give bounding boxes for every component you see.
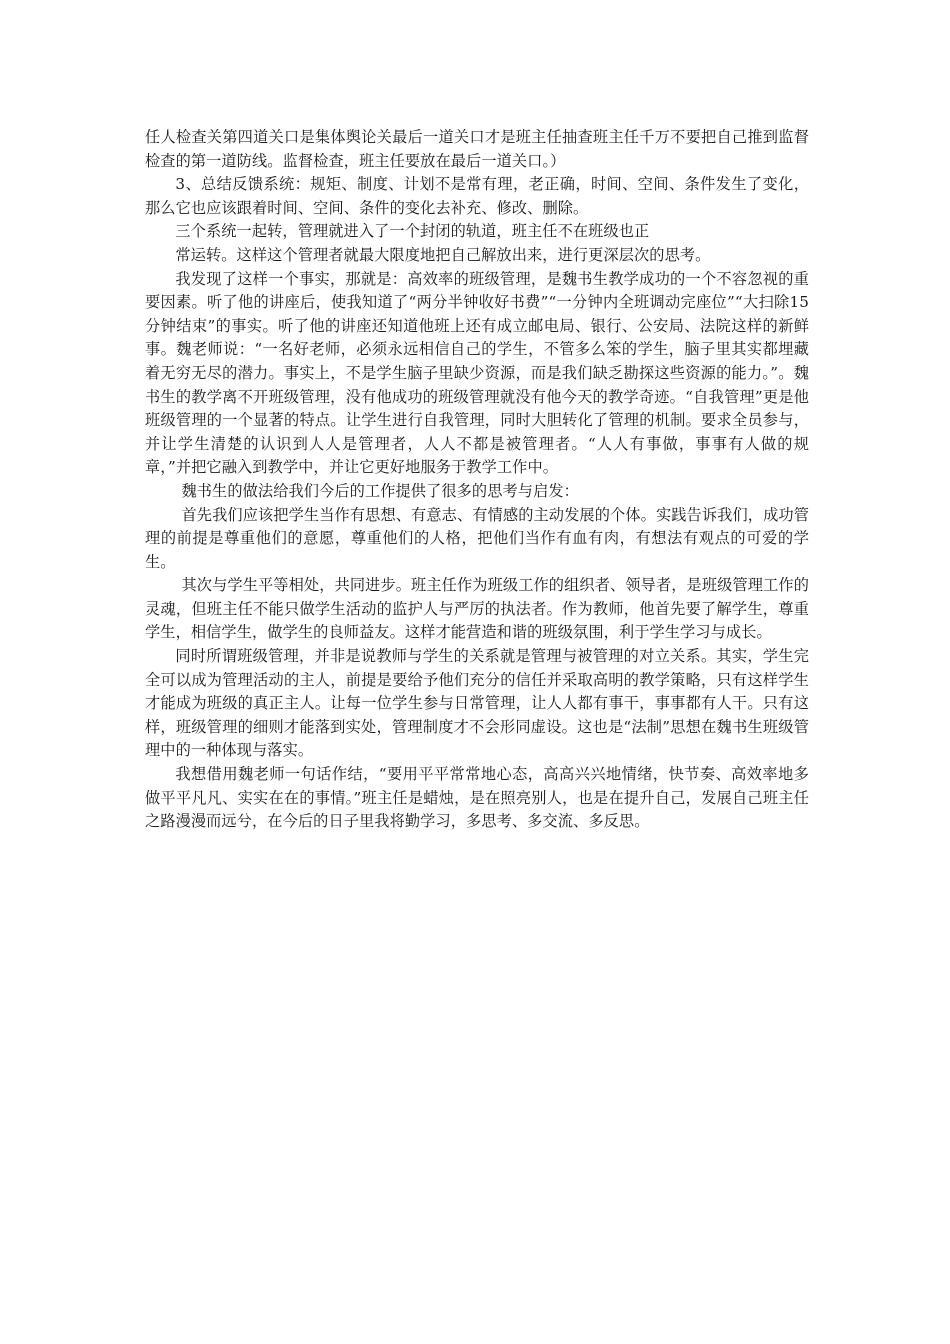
paragraph-6: 魏书生的做法给我们今后的工作提供了很多的思考与启发：	[181, 481, 579, 500]
paragraph-9: 同时所谓班级管理，并非是说教师与学生的关系就是管理与被管理的对立关系。其实，学生完全可以成为管理活动的主人，前提是要给予他们充分的信任并采取高明的教学策略，只有这样学生才能成为班级的真正主人。让每一位学生参与日常管理，让人人都有事干，事事都有人干。只有这样，班级管理的细则才能落到实处，管理制度才不会形同虚设。这也是“法制”思想在魏书生班级管理中的一种体现与落实。	[145, 647, 809, 760]
paragraph-5: 我发现了这样一个事实，那就是：高效率的班级管理，是魏书生教学成功的一个不容忽视的重要因素。听了他的讲座后，使我知道了“两分半钟收好书费”“一分钟内全班调动完座位”“大扫除15分钟结束”的事实。听了他的讲座还知道他班上还有成立邮电局、银行、公安局、法院这样的新鲜事。魏老师说：“一名好老师，必须永远相信自己的学生，不管多么笨的学生，脑子里其实都埋藏着无穷无尽的潜力。事实上，不是学生脑子里缺少资源，而是我们缺乏勘探这些资源的能力。”。魏书生的教学离不开班级管理，没有他成功的班级管理就没有他今天的教学奇迹。“自我管理”更是他班级管理的一个显著的特点。让学生进行自我管理，同时大胆转化了管理的机制。要求全员参与，并让学生清楚的认识到人人是管理者，人人不都是被管理者。“人人有事做，事事有人做的规章，”并把它融入到教学中，并让它更好地服务于教学工作中。	[145, 269, 809, 477]
document-body	[145, 126, 809, 834]
paragraph-2: 3、总结反馈系统：规矩、制度、计划不是常有理，老正确，时间、空间、条件发生了变化，那么它也应该跟着时间、空间、条件的变化去补充、修改、删除。	[145, 175, 809, 217]
paragraph-7: 首先我们应该把学生当作有思想、有意志、有情感的主动发展的个体。实践告诉我们，成功管理的前提是尊重他们的意愿，尊重他们的人格，把他们当作有血有肉，有想法有观点的可爱的学生。	[145, 505, 809, 571]
paragraph-1: 任人检查关第四道关口是集体舆论关最后一道关口才是班主任抽查班主任千万不要把自己推到监督检查的第一道防线。监督检查，班主任要放在最后一道关口。）	[145, 128, 809, 170]
paragraph-4: 常运转。这样这个管理者就最大限度地把自己解放出来，进行更深层次的思考。	[175, 245, 711, 264]
paragraph-8: 其次与学生平等相处，共同进步。班主任作为班级工作的组织者、领导者，是班级管理工作的灵魂，但班主任不能只做学生活动的监护人与严厉的执法者。作为教师，他首先要了解学生，尊重学生，相信学生，做学生的良师益友。这样才能营造和谐的班级氛围，利于学生学习与成长。	[145, 576, 809, 642]
paragraph-3: 三个系统一起转，管理就进入了一个封闭的轨道，班主任不在班级也正	[175, 222, 650, 241]
paragraph-10: 我想借用魏老师一句话作结，“要用平平常常地心态，高高兴兴地情绪，快节奏、高效率地多做平平凡凡、实实在在的事情。”班主任是蜡烛，是在照亮别人，也是在提升自己，发展自己班主任之路漫漫而远兮，在今后的日子里我将勤学习，多思考、多交流、多反思。	[145, 765, 809, 831]
